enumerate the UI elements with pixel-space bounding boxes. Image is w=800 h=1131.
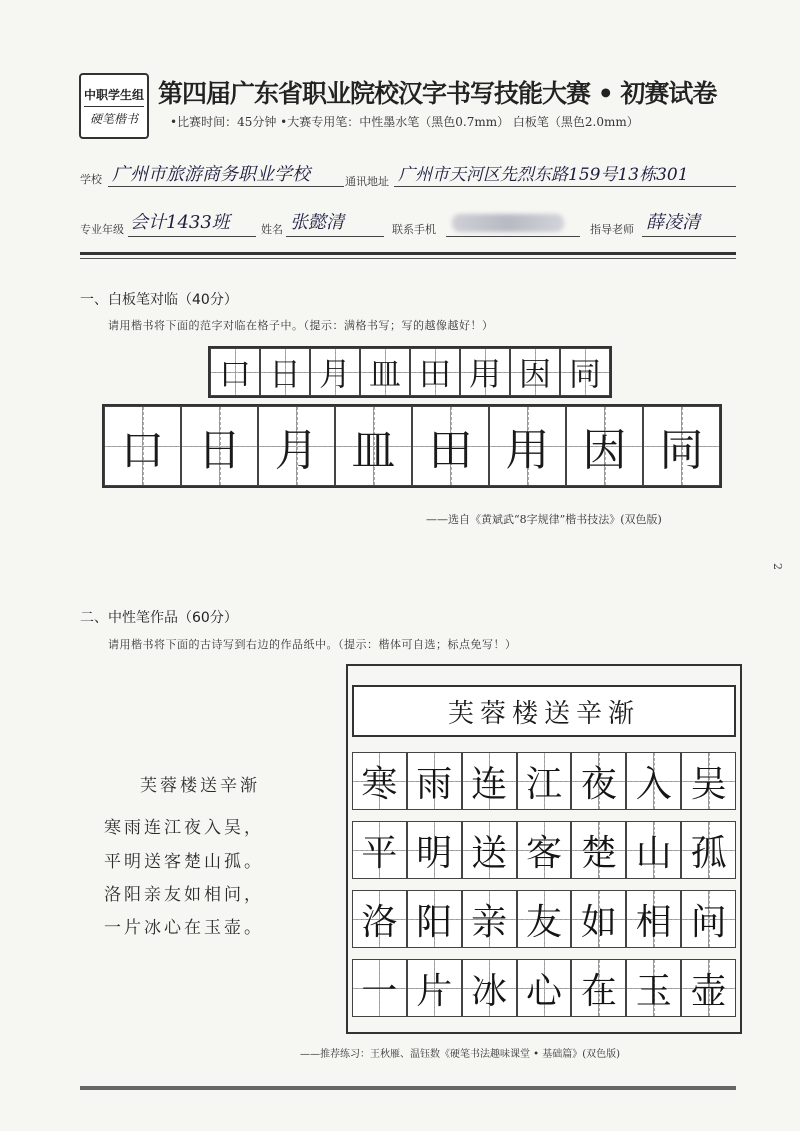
work-cell[interactable]: 孤 bbox=[681, 821, 736, 879]
poem-title: 芙蓉楼送辛渐 bbox=[140, 776, 260, 796]
work-cell[interactable]: 友 bbox=[517, 890, 572, 948]
teacher-underline bbox=[642, 236, 736, 237]
phone-redacted[interactable] bbox=[452, 214, 564, 232]
work-cell[interactable]: 楚 bbox=[571, 821, 626, 879]
school-underline bbox=[108, 186, 344, 187]
name-value[interactable]: 张懿清 bbox=[290, 212, 344, 233]
category-badge bbox=[79, 73, 149, 139]
work-row bbox=[352, 959, 736, 1017]
work-cell[interactable]: 壶 bbox=[681, 959, 736, 1017]
address-label: 通讯地址 bbox=[345, 175, 389, 188]
address-underline bbox=[394, 186, 736, 187]
work-cell[interactable]: 寒 bbox=[352, 752, 407, 810]
work-cell[interactable]: 江 bbox=[517, 752, 572, 810]
page-title: 第四届广东省职业院校汉字书写技能大赛 • 初赛试卷 bbox=[158, 79, 717, 108]
work-cell[interactable]: 片 bbox=[407, 959, 462, 1017]
work-title: 芙蓉楼送辛渐 bbox=[447, 698, 640, 729]
practice-cell[interactable]: 用 bbox=[489, 406, 566, 486]
work-cell[interactable]: 吴 bbox=[681, 752, 736, 810]
work-row bbox=[352, 890, 736, 948]
practice-cell[interactable]: 月 bbox=[258, 406, 335, 486]
work-cell[interactable]: 如 bbox=[571, 890, 626, 948]
page-number: 2 bbox=[771, 563, 784, 570]
source-note: ——选自《黄斌武“8字规律”楷书技法》(双色版) bbox=[426, 513, 662, 526]
practice-cell[interactable]: 口 bbox=[104, 406, 181, 486]
section1-heading: 一、白板笔对临（40分） bbox=[80, 292, 238, 308]
model-char-cell: 月 bbox=[310, 348, 360, 396]
model-char-cell: 口 bbox=[210, 348, 260, 396]
model-chars-row bbox=[208, 346, 612, 398]
model-char-cell: 用 bbox=[460, 348, 510, 396]
work-cell[interactable]: 连 bbox=[462, 752, 517, 810]
practice-cell[interactable]: 同 bbox=[643, 406, 720, 486]
model-char-cell: 田 bbox=[410, 348, 460, 396]
work-cell[interactable]: 阳 bbox=[407, 890, 462, 948]
work-cell[interactable]: 相 bbox=[626, 890, 681, 948]
teacher-value[interactable]: 薛凌清 bbox=[646, 212, 700, 233]
phone-label: 联系手机 bbox=[392, 223, 436, 236]
work-cell[interactable]: 夜 bbox=[571, 752, 626, 810]
work-cell[interactable]: 洛 bbox=[352, 890, 407, 948]
practice-chars-row bbox=[102, 404, 722, 488]
school-value[interactable]: 广州市旅游商务职业学校 bbox=[112, 164, 310, 185]
work-cell[interactable]: 入 bbox=[626, 752, 681, 810]
work-cell[interactable]: 冰 bbox=[462, 959, 517, 1017]
work-cell[interactable]: 一 bbox=[352, 959, 407, 1017]
poem-line: 洛阳亲友如相问， bbox=[104, 885, 264, 905]
work-cell[interactable]: 送 bbox=[462, 821, 517, 879]
work-cell[interactable]: 平 bbox=[352, 821, 407, 879]
work-cell[interactable]: 客 bbox=[517, 821, 572, 879]
model-char-cell: 皿 bbox=[360, 348, 410, 396]
footer-divider bbox=[80, 1086, 736, 1090]
work-cell[interactable]: 亲 bbox=[462, 890, 517, 948]
work-cell[interactable]: 问 bbox=[681, 890, 736, 948]
work-cell[interactable]: 在 bbox=[571, 959, 626, 1017]
practice-cell[interactable]: 因 bbox=[566, 406, 643, 486]
header-divider-thin bbox=[80, 258, 736, 259]
header-divider bbox=[80, 252, 736, 255]
work-row bbox=[352, 752, 736, 810]
poem-line: 寒雨连江夜入吴， bbox=[104, 818, 264, 838]
badge-group: 中职学生组 bbox=[84, 86, 144, 107]
grade-underline bbox=[128, 236, 256, 237]
teacher-label: 指导老师 bbox=[590, 223, 634, 236]
grade-value[interactable]: 会计1433班 bbox=[130, 212, 230, 233]
section2-instruction: 请用楷书将下面的古诗写到右边的作品纸中。（提示：楷体可自选；标点免写！） bbox=[108, 638, 517, 651]
work-row bbox=[352, 821, 736, 879]
model-char-cell: 因 bbox=[510, 348, 560, 396]
work-cell[interactable]: 明 bbox=[407, 821, 462, 879]
poem-line: 一片冰心在玉壶。 bbox=[104, 918, 264, 938]
name-underline bbox=[286, 236, 384, 237]
model-char-cell: 同 bbox=[560, 348, 610, 396]
school-label: 学校 bbox=[80, 173, 102, 186]
work-title-box[interactable] bbox=[352, 685, 736, 737]
work-cell[interactable]: 雨 bbox=[407, 752, 462, 810]
phone-underline bbox=[446, 236, 580, 237]
section1-instruction: 请用楷书将下面的范字对临在格子中。（提示：满格书写；写的越像越好！） bbox=[108, 319, 494, 332]
section2-heading: 二、中性笔作品（60分） bbox=[80, 610, 238, 626]
work-cell[interactable]: 山 bbox=[626, 821, 681, 879]
practice-cell[interactable]: 皿 bbox=[335, 406, 412, 486]
poem-line: 平明送客楚山孤。 bbox=[104, 852, 264, 872]
work-cell[interactable]: 玉 bbox=[626, 959, 681, 1017]
practice-cell[interactable]: 日 bbox=[181, 406, 258, 486]
address-value[interactable]: 广州市天河区先烈东路159号13栋301 bbox=[398, 165, 689, 185]
model-char-cell: 日 bbox=[260, 348, 310, 396]
work-cell[interactable]: 心 bbox=[517, 959, 572, 1017]
practice-cell[interactable]: 田 bbox=[412, 406, 489, 486]
grade-label: 专业年级 bbox=[80, 223, 124, 236]
page-subtitle: •比赛时间：45分钟 •大赛专用笔：中性墨水笔（黑色0.7mm） 白板笔（黑色2.0mm） bbox=[170, 115, 639, 129]
name-label: 姓名 bbox=[261, 223, 283, 236]
badge-style: 硬笔楷书 bbox=[89, 111, 138, 126]
recommend-note: ——推荐练习：王秋雁、温钰数《硬笔书法趣味课堂 • 基础篇》(双色版) bbox=[300, 1049, 621, 1060]
